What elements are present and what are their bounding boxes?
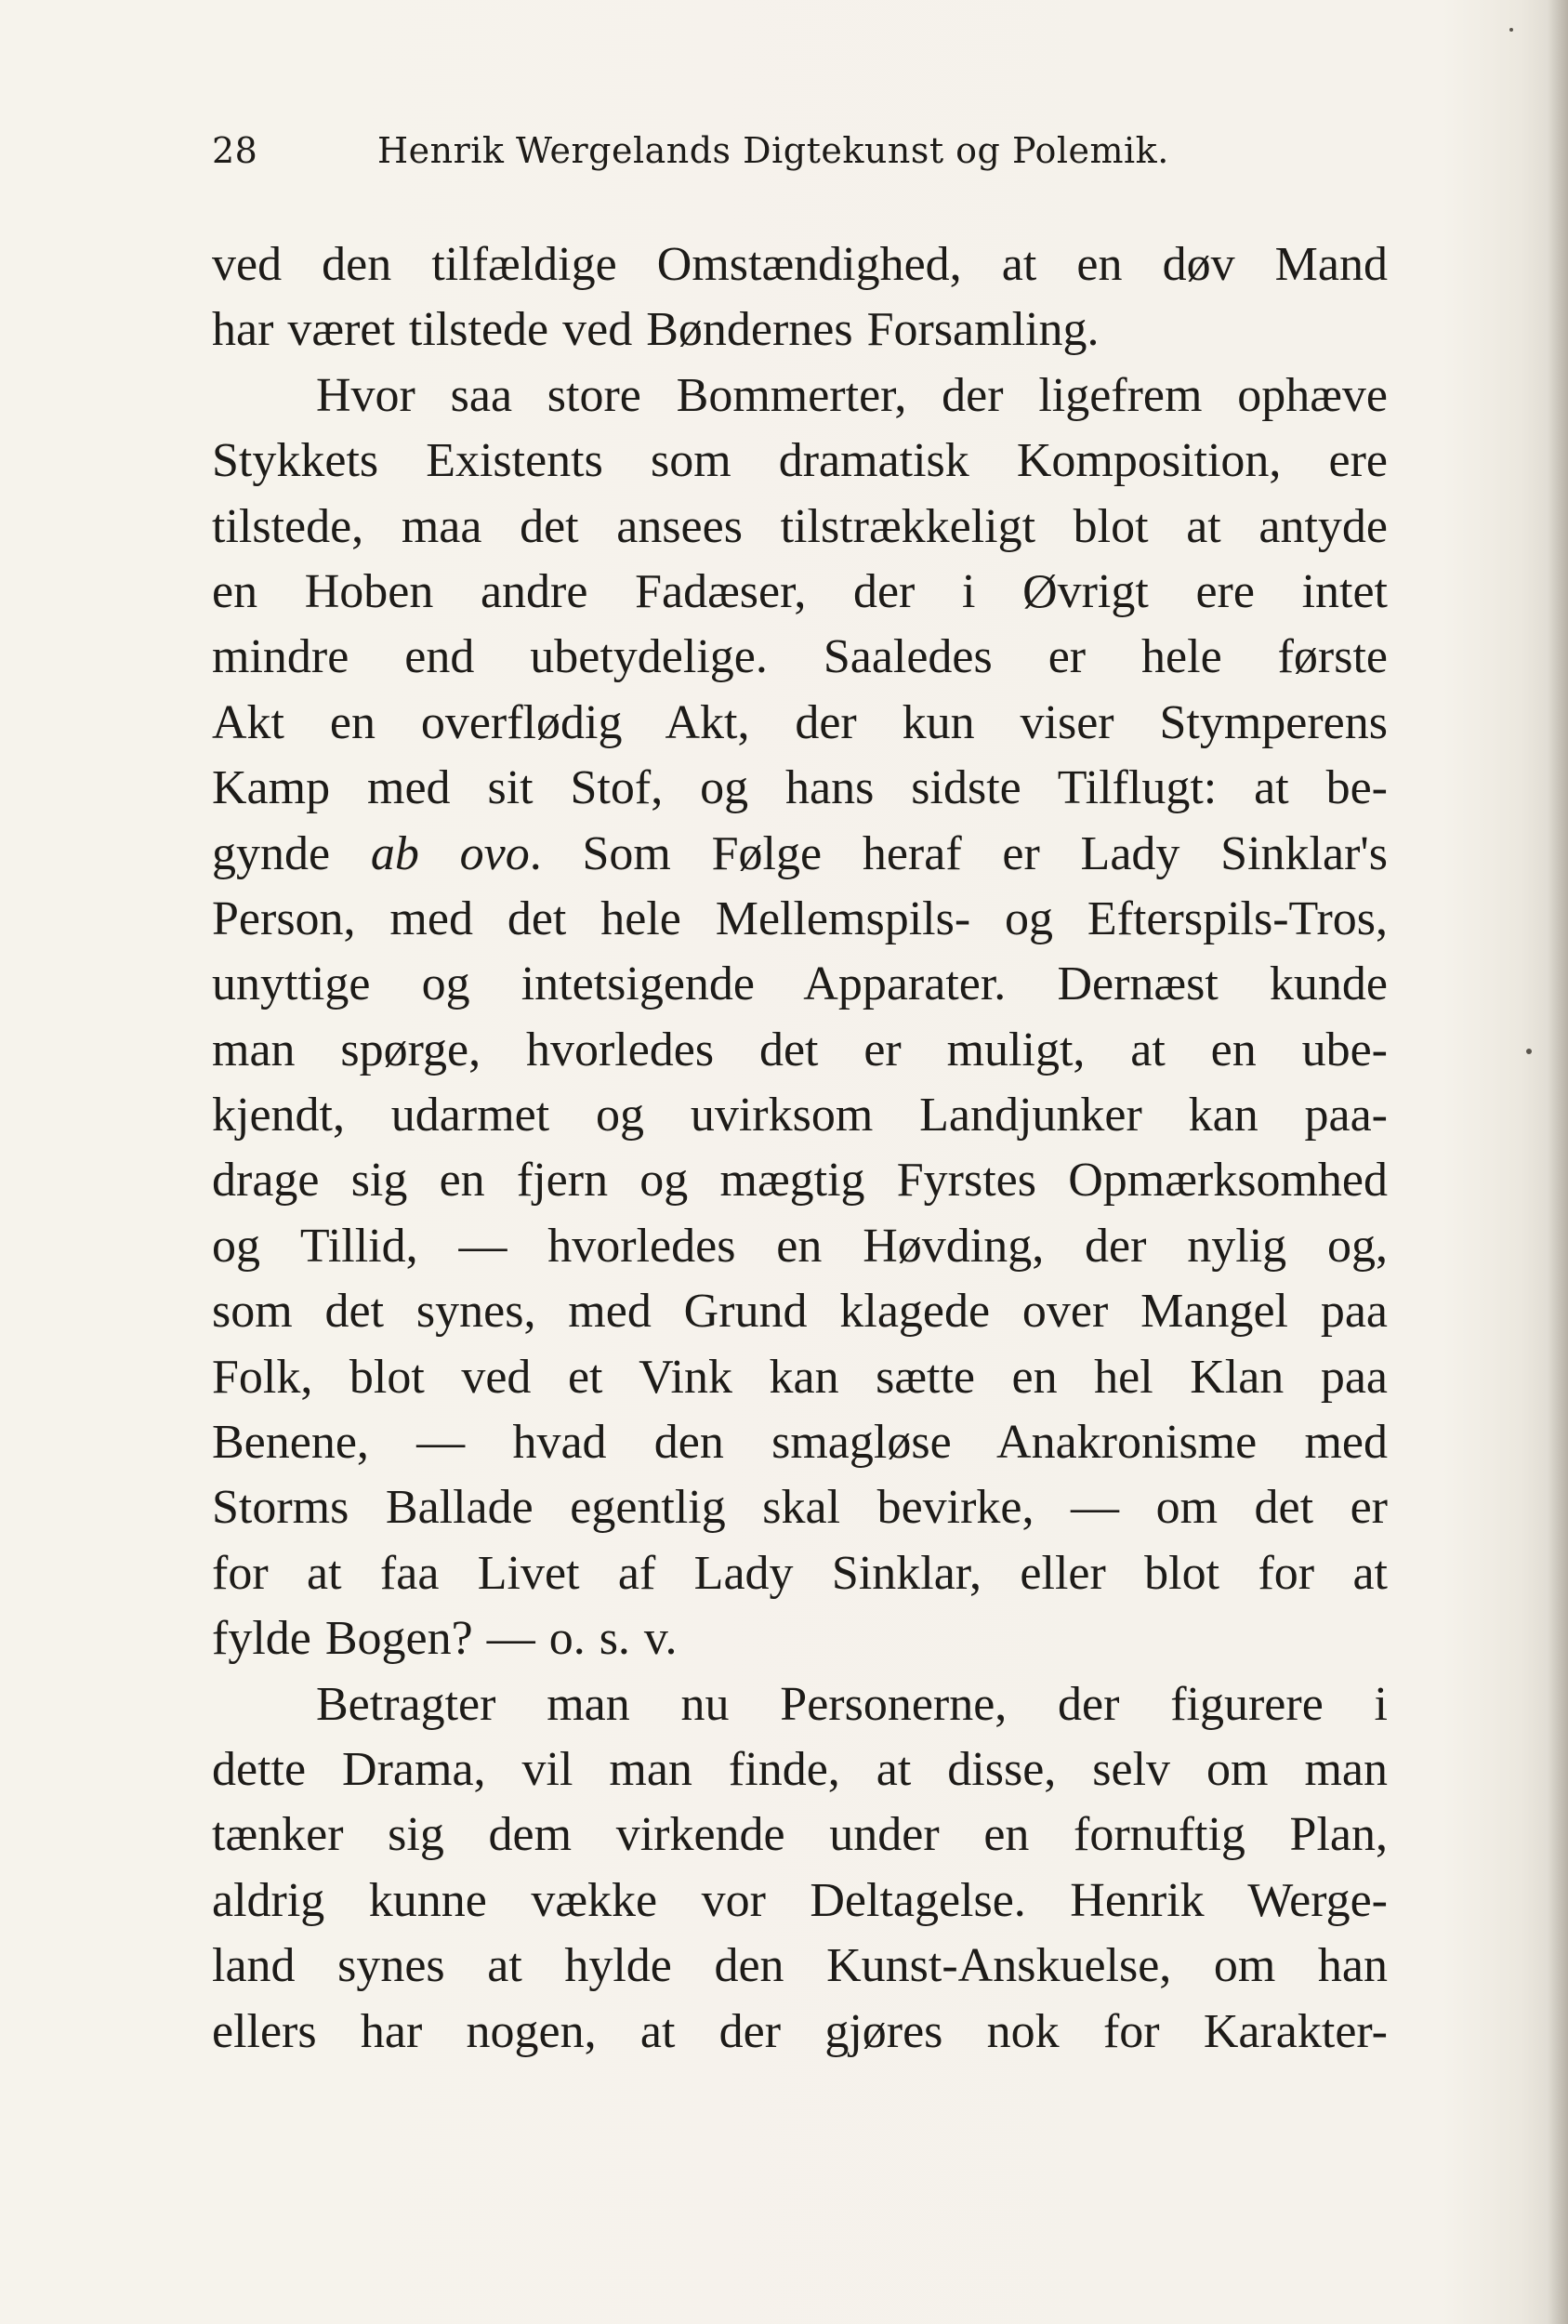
text-line: fylde Bogen? — o. s. v. [212, 1612, 678, 1666]
text-line: for at faa Livet af Lady Sinklar, eller blot for at [212, 1546, 1388, 1600]
text-line: og Tillid, — hvorledes en Høvding, der nylig og, [212, 1219, 1388, 1273]
text-line: Benene, — hvad den smagløse Anakronisme med [212, 1416, 1388, 1470]
text-line: unyttige og intetsigende Apparater. Dernæst kunde [212, 957, 1388, 1011]
page-edge-shadow [1548, 0, 1568, 2324]
text-line: Stykkets Existents som dramatisk Komposition, ere [212, 434, 1388, 488]
text-line: man spørge, hvorledes det er muligt, at en ube- [212, 1023, 1388, 1076]
text-line: Akt en overflødig Akt, der kun viser Stymperens [212, 695, 1388, 749]
text-line: tilstede, maa det ansees tilstrækkeligt blot at antyde [212, 499, 1388, 553]
text-line: har været tilstede ved Bøndernes Forsamling. [212, 303, 1100, 357]
page-number: 28 [212, 130, 258, 171]
text-line: tænker sig dem virkende under en fornuftig Plan, [212, 1808, 1388, 1862]
text-line: Storms Ballade egentlig skal bevirke, — om det er [212, 1481, 1388, 1535]
text-line: en Hoben andre Fadæser, der i Øvrigt ere intet [212, 564, 1388, 618]
text-line: aldrig kunne vække vor Deltagelse. Henrik Werge- [212, 1873, 1388, 1927]
text-line: Person, med det hele Mellemspils- og Efterspils-Tros, [212, 891, 1388, 945]
text-line: Folk, blot ved et Vink kan sætte en hel Klan paa [212, 1350, 1388, 1404]
text-line: Betragter man nu Personerne, der figurere i [316, 1677, 1388, 1731]
text-line: ellers har nogen, at der gjøres nok for Karakter- [212, 2004, 1388, 2058]
text-line: Kamp med sit Stof, og hans sidste Tilflugt: at be- [212, 761, 1388, 815]
print-speck [1526, 1049, 1532, 1054]
text-line: ved den tilfældige Omstændighed, at en døv Mand [212, 238, 1388, 291]
running-title: Henrik Wergelands Digtekunst og Polemik. [377, 130, 1169, 171]
text-line: som det synes, med Grund klagede over Mangel paa [212, 1285, 1388, 1339]
text-line: gynde ab ovo. Som Følge heraf er Lady Sinklar's [212, 826, 1388, 880]
text-line: drage sig en fjern og mægtig Fyrstes Opmærksomhed [212, 1154, 1388, 1208]
body-text [212, 232, 1388, 2065]
text-line: Hvor saa store Bommerter, der ligefrem ophæve [316, 368, 1388, 422]
text-line: dette Drama, vil man finde, at disse, selv om man [212, 1742, 1388, 1796]
running-header [212, 123, 1374, 178]
text-line: kjendt, udarmet og uvirksom Landjunker kan paa- [212, 1089, 1388, 1142]
print-speck [1509, 28, 1513, 32]
text-line: land synes at hylde den Kunst-Anskuelse, om han [212, 1939, 1388, 1993]
text-line: mindre end ubetydelige. Saaledes er hele første [212, 630, 1388, 684]
